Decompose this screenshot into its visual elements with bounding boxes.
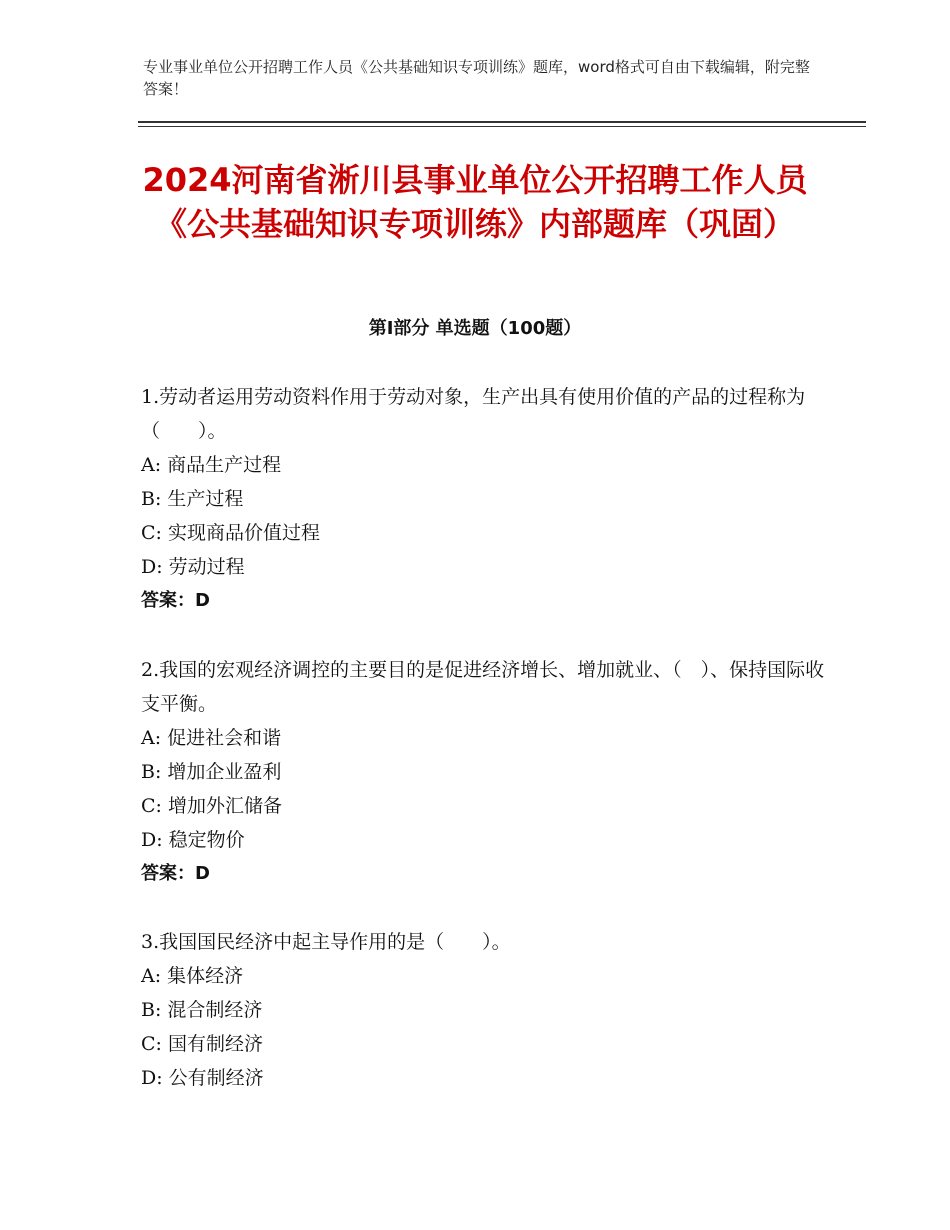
option-b: B: 增加企业盈利 <box>141 761 282 783</box>
header-divider-thin <box>138 126 866 127</box>
document-title: 2024河南省淅川县事业单位公开招聘工作人员《公共基础知识专项训练》内部题库（巩固） <box>142 161 808 243</box>
option-a: A: 商品生产过程 <box>141 454 282 476</box>
option-d: D: 劳动过程 <box>141 556 245 578</box>
header-divider-thick <box>138 121 866 123</box>
option-d: D: 稳定物价 <box>141 829 245 851</box>
question-stem: 3.我国国民经济中起主导作用的是（ ）。 <box>141 931 511 953</box>
answer: 答案：D <box>141 590 210 611</box>
header-note: 专业事业单位公开招聘工作人员《公共基础知识专项训练》题库，word格式可自由下载编辑，附完整答案！ <box>143 58 810 98</box>
option-c: C: 实现商品价值过程 <box>141 522 320 544</box>
option-a: A: 促进社会和谐 <box>141 727 282 749</box>
option-a: A: 集体经济 <box>141 965 244 987</box>
option-c: C: 增加外汇储备 <box>141 795 282 817</box>
question-1 <box>141 380 831 618</box>
section-title: 第I部分 单选题（100题） <box>368 318 582 339</box>
question-stem: 2.我国的宏观经济调控的主要目的是促进经济增长、增加就业、（ ）、保持国际收支平衡。 <box>141 659 825 715</box>
option-b: B: 混合制经济 <box>141 999 263 1021</box>
option-c: C: 国有制经济 <box>141 1033 263 1055</box>
option-b: B: 生产过程 <box>141 488 244 510</box>
answer: 答案：D <box>141 863 210 884</box>
question-2 <box>141 653 831 891</box>
question-stem: 1.劳动者运用劳动资料作用于劳动对象，生产出具有使用价值的产品的过程称为（ ）。 <box>141 386 806 442</box>
question-3 <box>141 925 831 1095</box>
option-d: D: 公有制经济 <box>141 1067 264 1089</box>
